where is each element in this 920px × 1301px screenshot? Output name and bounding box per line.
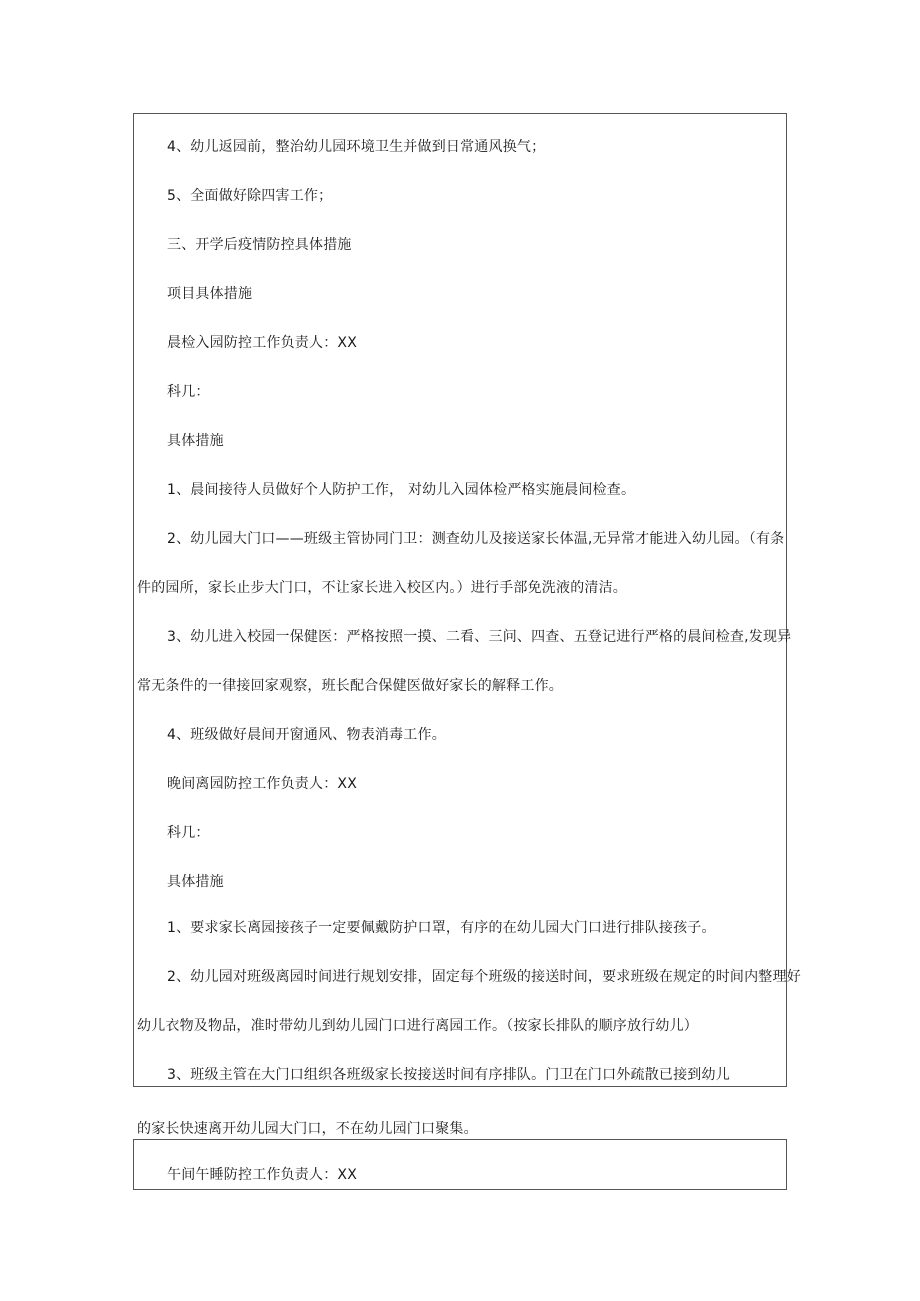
paragraph-line: 3、幼儿进入校园一保健医：严格按照一摸、二看、三问、四查、五登记进行严格的晨间检查,发现异 — [167, 629, 792, 645]
paragraph-line: 3、班级主管在大门口组织各班级家长按接送时间有序排队。门卫在门口外疏散已接到幼儿 — [167, 1067, 730, 1083]
paragraph-line: 晨检入园防控工作负责人：XX — [167, 335, 357, 351]
paragraph-line: 具体措施 — [167, 874, 224, 890]
paragraph-line: 科几： — [167, 384, 210, 400]
paragraph-line: 2、幼儿园大门口——班级主管协同门卫：测查幼儿及接送家长体温,无异常才能进入幼儿园。（有条 — [167, 531, 785, 547]
paragraph-line: 幼儿衣物及物品，准时带幼儿到幼儿园门口进行离园工作。（按家长排队的顺序放行幼儿） — [137, 1018, 698, 1034]
paragraph-line: 具体措施 — [167, 433, 224, 449]
paragraph-line: 常无条件的一律接回家观察，班长配合保健医做好家长的解释工作。 — [137, 678, 563, 694]
paragraph-line: 件的园所，家长止步大门口，不让家长进入校区内。）进行手部免洗液的清洁。 — [137, 580, 627, 596]
paragraph-line: 1、要求家长离园接孩子一定要佩戴防护口罩，有序的在幼儿园大门口进行排队接孩子。 — [167, 920, 716, 936]
paragraph-line: 2、幼儿园对班级离园时间进行规划安排，固定每个班级的接送时间，要求班级在规定的时间内整理好 — [167, 969, 801, 985]
paragraph-line: 4、幼儿返园前，整治幼儿园环境卫生并做到日常通风换气； — [167, 139, 546, 155]
paragraph-line: 午间午睡防控工作负责人：XX — [167, 1167, 357, 1183]
paragraph-line: 晚间离园防控工作负责人：XX — [167, 776, 357, 792]
paragraph-line: 项目具体措施 — [167, 286, 253, 302]
section-heading: 三、开学后疫情防控具体措施 — [167, 237, 352, 253]
main-table-box — [133, 113, 787, 1087]
paragraph-line: 5、全面做好除四害工作； — [167, 188, 333, 204]
paragraph-line: 1、晨间接待人员做好个人防护工作， 对幼儿入园体检严格实施晨间检查。 — [167, 482, 636, 498]
paragraph-line: 科几： — [167, 825, 210, 841]
paragraph-line: 4、班级做好晨间开窗通风、物表消毒工作。 — [167, 727, 446, 743]
outside-paragraph-line: 的家长快速离开幼儿园大门口，不在幼儿园门口聚集。 — [137, 1121, 478, 1137]
